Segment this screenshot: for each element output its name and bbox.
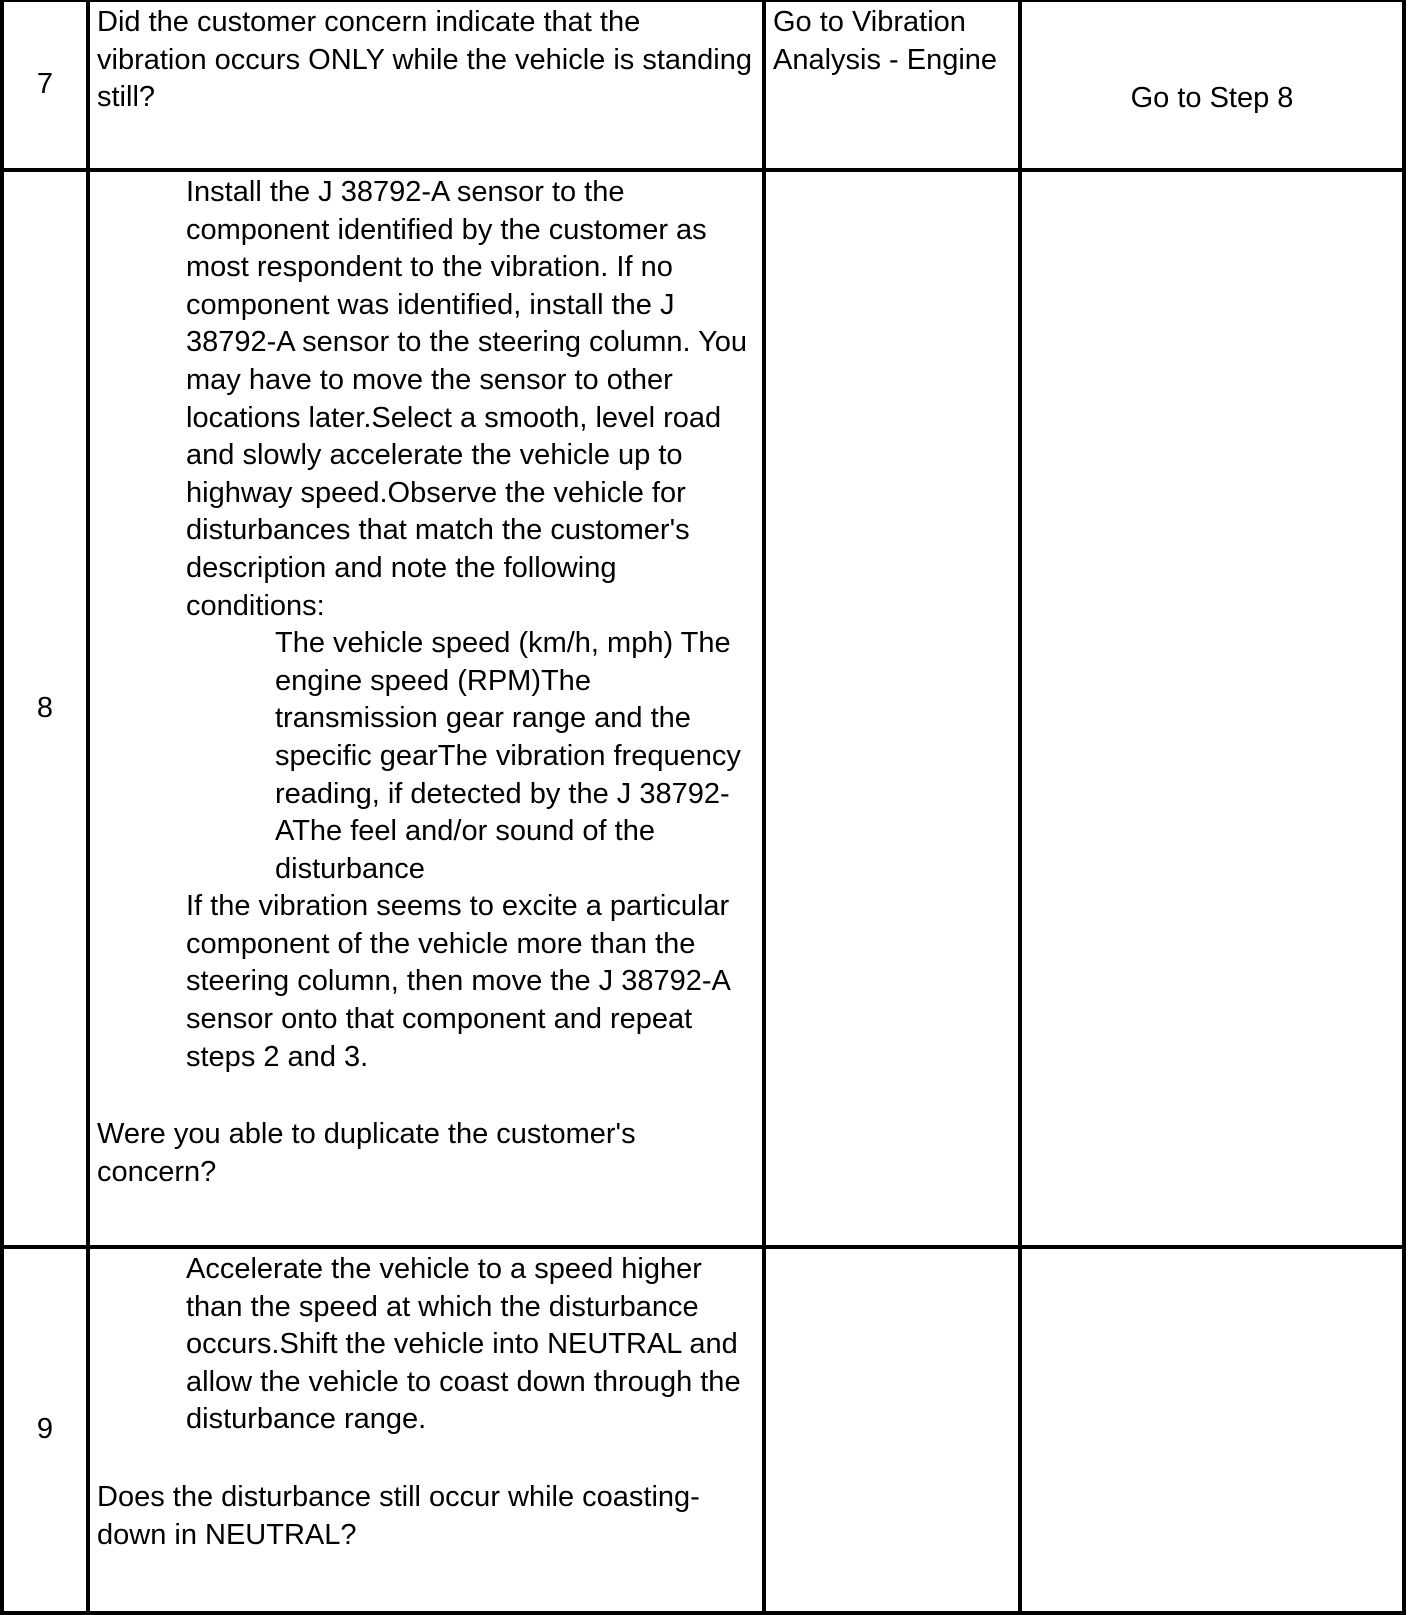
no-cell — [1020, 0, 1404, 170]
step-number-cell — [2, 1247, 88, 1613]
action-cell — [88, 0, 764, 170]
step-followup-instructions: If the vibration seems to excite a particular component of the vehicle more than the steering column, then move the J 38792-A sensor onto that component and repeat steps 2 and 3. — [186, 890, 730, 1073]
step-question: Were you able to duplicate the customer's concern? — [97, 1118, 636, 1188]
step-number: 7 — [36, 68, 54, 101]
step-number-cell — [2, 170, 88, 1247]
no-cell — [1020, 170, 1404, 1247]
step-conditions-list: The vehicle speed (km/h, mph) The engine speed (RPM)The transmission gear range and the specific gearThe vibration frequency reading, if detected by the J 38792-AThe feel and/or sound of the disturbance — [275, 627, 741, 885]
step-question: Did the customer concern indicate that the vibration occurs ONLY while the vehicle is standing still? — [97, 6, 752, 114]
action-cell — [88, 1247, 764, 1613]
step-instructions: Install the J 38792-A sensor to the component identified by the customer as most respondent to the vibration. If no component was identified, install the J 38792-A sensor to the steering column. You may have to move the sensor to other locations later.Select a smooth, level road and slowly accelerate the vehicle up to highway speed.Observe the vehicle for disturbances that match the customer's description and note the following conditions: — [186, 176, 748, 622]
table-row — [2, 170, 1404, 1247]
step-number: 9 — [36, 1413, 54, 1446]
no-result: Go to Step 8 — [1130, 82, 1294, 114]
yes-cell — [764, 0, 1020, 170]
step-number-cell — [2, 0, 88, 170]
step-question: Does the disturbance still occur while coasting-down in NEUTRAL? — [97, 1480, 700, 1551]
action-cell — [88, 170, 764, 1247]
no-cell — [1020, 1247, 1404, 1613]
table-row — [2, 0, 1404, 170]
yes-cell — [764, 1247, 1020, 1613]
yes-result: Go to Vibration Analysis - Engine — [773, 6, 998, 76]
yes-cell — [764, 170, 1020, 1247]
table-row — [2, 1247, 1404, 1613]
step-instructions: Accelerate the vehicle to a speed higher than the speed at which the disturbance occurs.Shift the vehicle into NEUTRAL and allow the vehicle to coast down through the disturbance range. — [186, 1253, 741, 1436]
step-number: 8 — [36, 691, 54, 724]
